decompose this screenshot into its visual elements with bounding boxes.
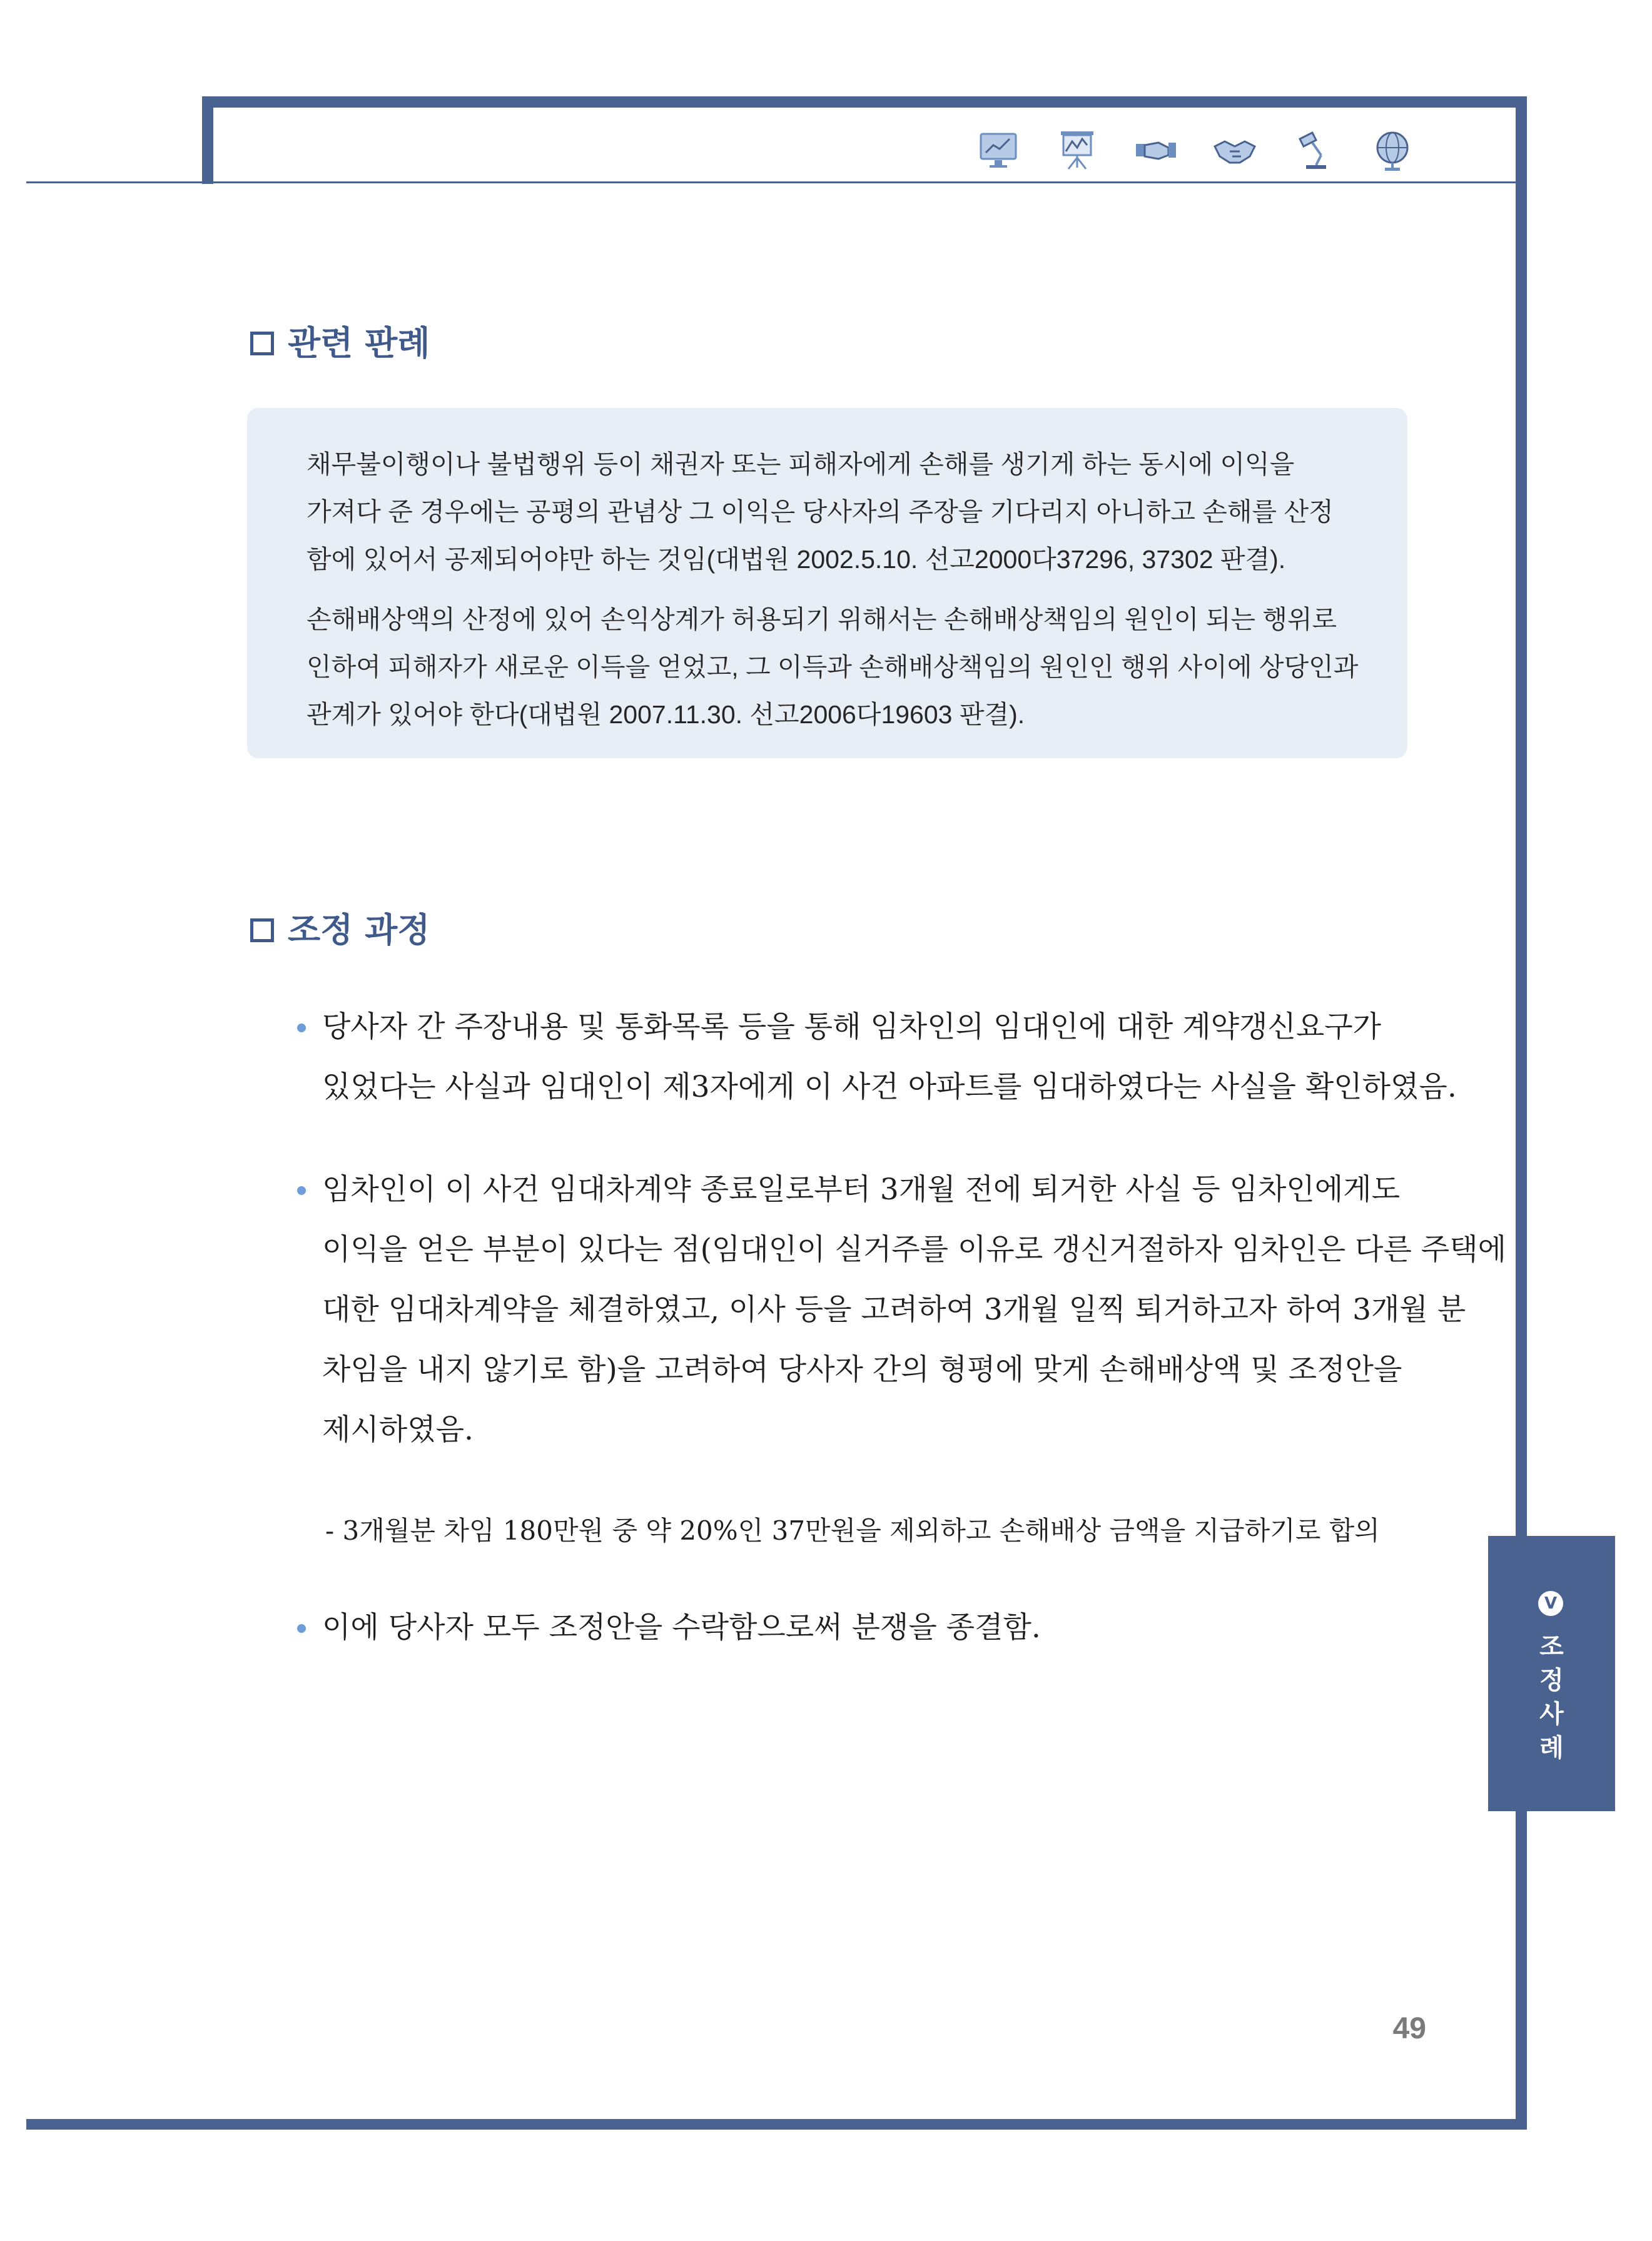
- bullet-dot-icon: [297, 1186, 306, 1195]
- bullet-2-line-1: 임차인이 이 사건 임대차계약 종료일로부터 3개월 전에 퇴거한 사실 등 임차인에게도: [322, 1172, 1400, 1207]
- paragraph-line: 가져다 준 경우에는 공평의 관념상 그 이익은 당사자의 주장을 기다리지 아니하고 손해를 산정: [307, 497, 1334, 526]
- bullet-dot-icon: [297, 1624, 306, 1633]
- chapter-label-char: 사: [1539, 1700, 1564, 1729]
- header-icon-row: [976, 125, 1415, 175]
- chapter-label-char: 조: [1539, 1632, 1564, 1661]
- paragraph-line: 인하여 피해자가 새로운 이득을 얻었고, 그 이득과 손해배상책임의 원인인 행위 사이에 상당인과: [307, 653, 1359, 681]
- handshake-partial-icon: [1133, 128, 1178, 173]
- frame-right-bar: [1516, 96, 1527, 2130]
- section-title-text: 조정 과정: [288, 910, 430, 950]
- agreement-sub-item: - 3개월분 차임 180만원 중 약 20%인 37만원을 제외하고 손해배상 금액을 지급하기로 합의: [325, 1515, 1380, 1546]
- section-title-mediation-process: [250, 910, 430, 950]
- bullet-2-line-2: 이익을 얻은 부분이 있다는 점(임대인이 실거주를 이유로 갱신거절하자 임차인은 다른 주택에: [322, 1232, 1507, 1267]
- checkbox-square-icon: [250, 332, 274, 355]
- bullet-1-line-1: 당사자 간 주장내용 및 통화목록 등을 통해 임차인의 임대인에 대한 계약갱신요구가: [322, 1010, 1382, 1044]
- frame-bottom-bar: [26, 2119, 1527, 2130]
- chapter-label-char: 정: [1539, 1666, 1564, 1695]
- bullet-2-line-3: 대한 임대차계약을 체결하였고, 이사 등을 고려하여 3개월 일찍 퇴거하고자 하여 3개월 분: [322, 1293, 1466, 1327]
- related-case-paragraph-2: [307, 596, 1357, 738]
- header-rule: [26, 181, 1516, 183]
- final-bullet-text: 이에 당사자 모두 조정안을 수락함으로써 분쟁을 종결함.: [322, 1610, 1041, 1645]
- globe-icon: [1370, 128, 1415, 173]
- related-case-paragraph-1: [307, 440, 1357, 583]
- handshake-icon: [1212, 128, 1257, 173]
- bullet-1-line-2: 있었다는 사실과 임대인이 제3자에게 이 사건 아파트를 임대하였다는 사실을 확인하였음.: [322, 1070, 1457, 1104]
- frame-left-tick: [202, 96, 213, 184]
- desk-lamp-icon: [1291, 128, 1336, 173]
- checkbox-square-icon: [250, 918, 274, 942]
- chapter-side-tab[interactable]: [1488, 1536, 1615, 1811]
- bullet-dot-icon: [297, 1024, 306, 1032]
- paragraph-line: 관계가 있어야 한다(대법원 2007.11.30. 선고2006다19603 판결).: [307, 700, 1025, 729]
- chapter-numeral-badge: V: [1538, 1591, 1563, 1616]
- chapter-label: [1488, 1630, 1615, 1765]
- bullet-2-line-5: 제시하였음.: [322, 1413, 474, 1447]
- presentation-screen-icon: [976, 128, 1021, 173]
- section-title-text: 관련 판례: [288, 323, 430, 363]
- section-title-related-cases: [250, 323, 430, 363]
- bullet-2-line-4: 차임을 내지 않기로 함)을 고려하여 당사자 간의 형평에 맞게 손해배상액 및 조정안을: [322, 1353, 1402, 1387]
- page-number: 49: [1392, 2012, 1426, 2045]
- chart-easel-icon: [1055, 128, 1100, 173]
- frame-top-bar: [202, 96, 1526, 108]
- paragraph-line: 손해배상액의 산정에 있어 손익상계가 허용되기 위해서는 손해배상책임의 원인이 되는 행위로: [307, 605, 1337, 634]
- paragraph-line: 함에 있어서 공제되어야만 하는 것임(대법원 2002.5.10. 선고2000다37296, 37302 판결).: [307, 545, 1286, 574]
- chapter-label-char: 례: [1539, 1734, 1564, 1762]
- paragraph-line: 채무불이행이나 불법행위 등이 채권자 또는 피해자에게 손해를 생기게 하는 동시에 이익을: [307, 450, 1295, 479]
